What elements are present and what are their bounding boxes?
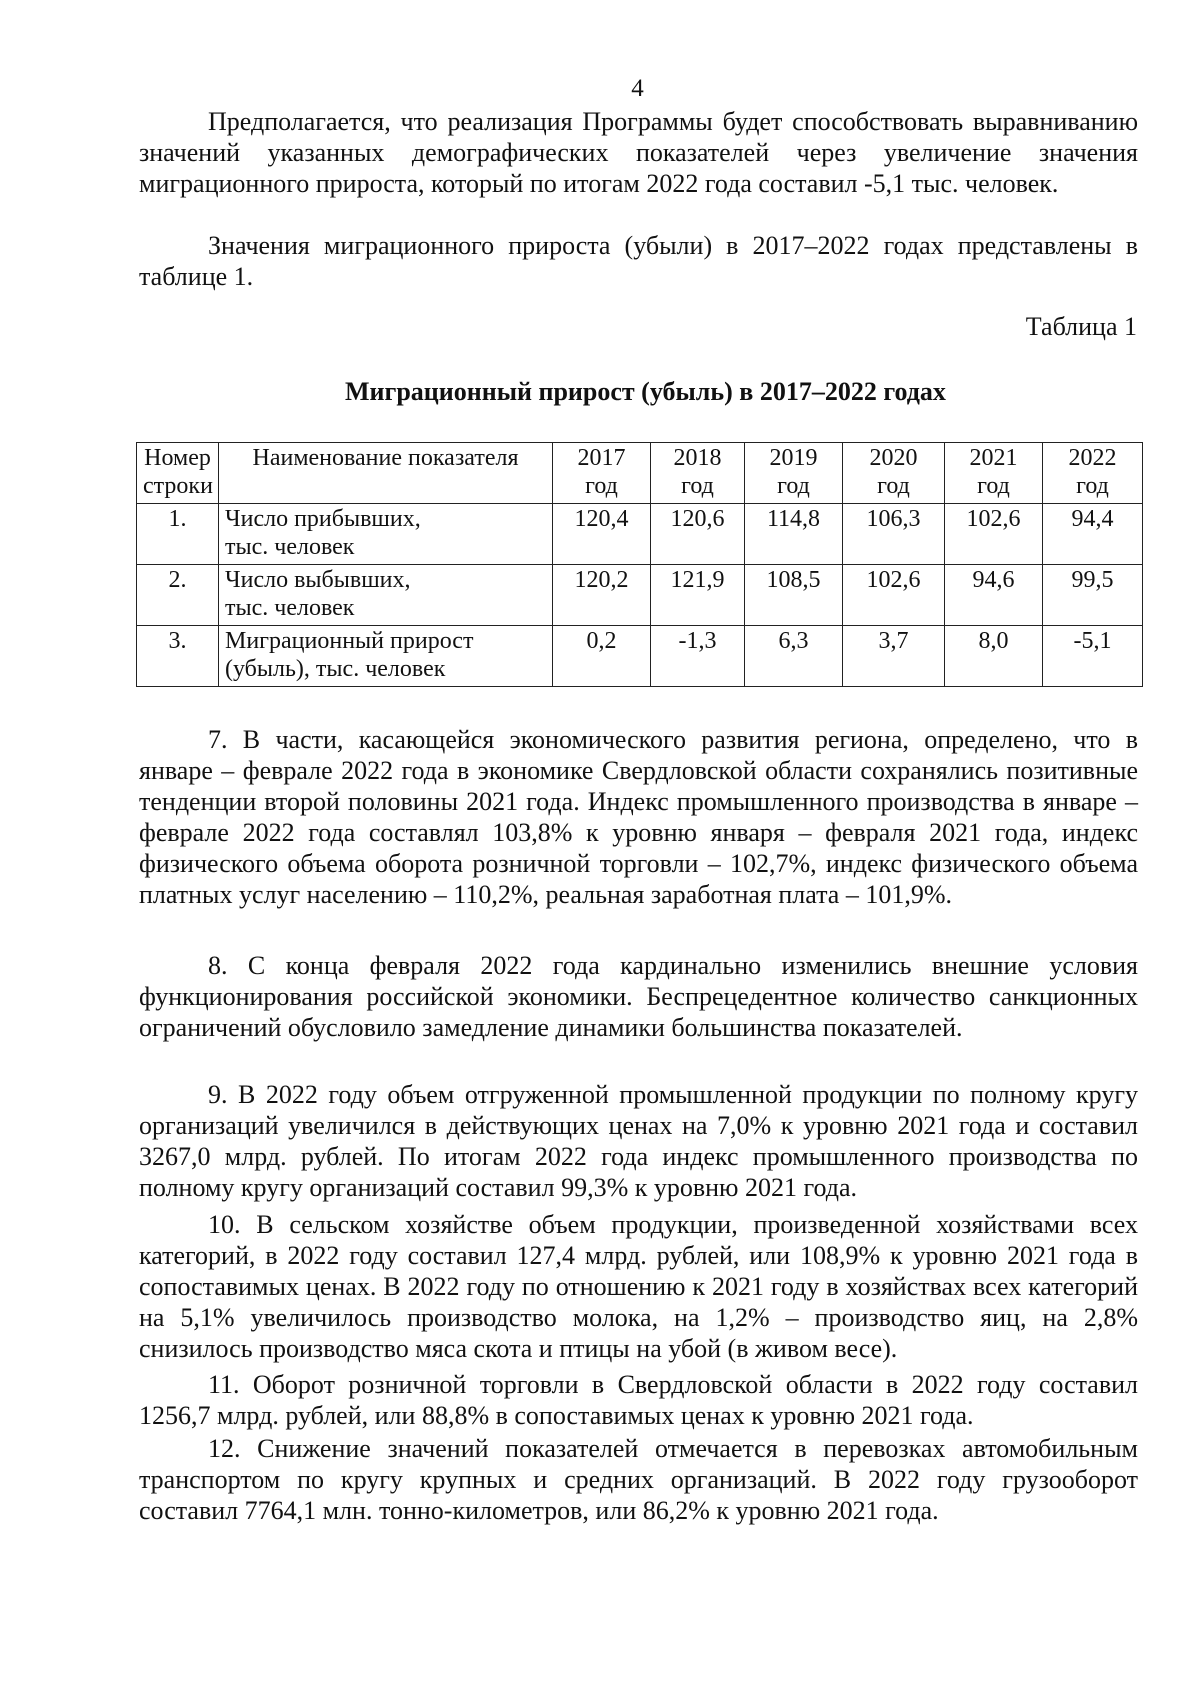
indicator-line: тыс. человек xyxy=(225,595,355,621)
section-12-paragraph: 12. Снижение значений показателей отмечается в перевозках автомобильным транспортом по кругу крупных и средних организаций. В 2022 году грузооборот составил 7764,1 млн. тонно-километров, или 86,2% к уровню 2021 года. xyxy=(139,1434,1138,1525)
indicator-name xyxy=(219,565,553,626)
value-cell: 6,3 xyxy=(745,626,843,687)
header-line: строки xyxy=(143,473,213,499)
indicator-line: Число выбывших, xyxy=(225,567,411,593)
value-cell: 0,2 xyxy=(553,626,651,687)
header-line: год xyxy=(977,473,1010,499)
section-7-paragraph: 7. В части, касающейся экономического развития региона, определено, что в январе – феврале 2022 года в экономике Свердловской области сохранялись позитивные тенденции второй половины 2021 года. Индекс промышленного производства в январе – феврале 2022 года составлял 103,8% к уровню января – февраля 2021 года, индекс физического объема оборота розничной торговли – 102,7%, индекс физического объема платных услуг населению – 110,2%, реальная заработная плата – 101,9%. xyxy=(139,725,1138,909)
indicator-name xyxy=(219,504,553,565)
row-number: 3. xyxy=(137,626,219,687)
value-cell: 106,3 xyxy=(843,504,945,565)
header-line: 2022 xyxy=(1068,445,1117,471)
header-line: 2020 xyxy=(869,445,918,471)
value-cell: 121,9 xyxy=(651,565,745,626)
header-line: год xyxy=(1076,473,1109,499)
header-line: 2017 xyxy=(577,445,626,471)
table-header-row xyxy=(137,443,1143,504)
header-line: год xyxy=(877,473,910,499)
value-cell: 120,4 xyxy=(553,504,651,565)
value-cell: 8,0 xyxy=(945,626,1043,687)
indicator-line: тыс. человек xyxy=(225,534,355,560)
intro-paragraph-1: Предполагается, что реализация Программы будет способствовать выравниванию значений указанных демографических показателей через увеличение значения миграционного прироста, который по итогам 2022 года составил -5,1 тыс. человек. xyxy=(139,107,1138,198)
indicator-line: Миграционный прирост xyxy=(225,628,474,654)
page-number: 4 xyxy=(631,75,644,102)
header-indicator-name xyxy=(219,443,553,504)
indicator-line: (убыль), тыс. человек xyxy=(225,656,446,682)
table-row xyxy=(137,565,1143,626)
header-year xyxy=(651,443,745,504)
value-cell: -1,3 xyxy=(651,626,745,687)
section-8-paragraph: 8. С конца февраля 2022 года кардинально изменились внешние условия функционирования российской экономики. Беспрецедентное количество санкционных ограничений обусловило замедление динамики большинства показателей. xyxy=(139,951,1138,1042)
header-line: 2019 xyxy=(769,445,818,471)
header-line: 2021 xyxy=(969,445,1018,471)
value-cell: 120,2 xyxy=(553,565,651,626)
header-year xyxy=(553,443,651,504)
table-row xyxy=(137,626,1143,687)
value-cell: 94,4 xyxy=(1043,504,1143,565)
header-year xyxy=(945,443,1043,504)
value-cell: 99,5 xyxy=(1043,565,1143,626)
intro-paragraph-2: Значения миграционного прироста (убыли) в 2017–2022 годах представлены в таблице 1. xyxy=(139,231,1138,291)
value-cell: 114,8 xyxy=(745,504,843,565)
row-number: 2. xyxy=(137,565,219,626)
value-cell: -5,1 xyxy=(1043,626,1143,687)
header-year xyxy=(745,443,843,504)
table-title: Миграционный прирост (убыль) в 2017–2022 годах xyxy=(345,377,946,406)
value-cell: 102,6 xyxy=(945,504,1043,565)
value-cell: 102,6 xyxy=(843,565,945,626)
indicator-name xyxy=(219,626,553,687)
section-11-paragraph: 11. Оборот розничной торговли в Свердловской области в 2022 году составил 1256,7 млрд. рублей, или 88,8% в сопоставимых ценах к уровню 2021 года. xyxy=(139,1370,1138,1430)
value-cell: 3,7 xyxy=(843,626,945,687)
table-label: Таблица 1 xyxy=(1025,312,1137,341)
value-cell: 108,5 xyxy=(745,565,843,626)
indicator-line: Число прибывших, xyxy=(225,506,421,532)
header-year xyxy=(1043,443,1143,504)
section-9-paragraph: 9. В 2022 году объем отгруженной промышленной продукции по полному кругу организаций увеличился в действующих ценах на 7,0% к уровню 2021 года и составил 3267,0 млрд. рублей. По итогам 2022 года индекс промышленного производства по полному кругу организаций составил 99,3% к уровню 2021 года. xyxy=(139,1080,1138,1202)
value-cell: 94,6 xyxy=(945,565,1043,626)
value-cell: 120,6 xyxy=(651,504,745,565)
header-line: год xyxy=(681,473,714,499)
header-line: Номер xyxy=(144,445,211,471)
header-line: 2018 xyxy=(673,445,722,471)
row-number: 1. xyxy=(137,504,219,565)
migration-table xyxy=(136,442,1143,687)
table-row xyxy=(137,504,1143,565)
header-line: год xyxy=(777,473,810,499)
section-10-paragraph: 10. В сельском хозяйстве объем продукции, произведенной хозяйствами всех категорий, в 2022 году составил 127,4 млрд. рублей, или 108,9% к уровню 2021 года в сопоставимых ценах. В 2022 году по отношению к 2021 году в хозяйствах всех категорий на 5,1% увеличилось производство молока, на 1,2% – производство яиц, на 2,8% снизилось производство мяса скота и птицы на убой (в живом весе). xyxy=(139,1210,1138,1363)
header-row-number xyxy=(137,443,219,504)
header-line: год xyxy=(585,473,618,499)
header-year xyxy=(843,443,945,504)
header-line: Наименование показателя xyxy=(252,445,519,471)
